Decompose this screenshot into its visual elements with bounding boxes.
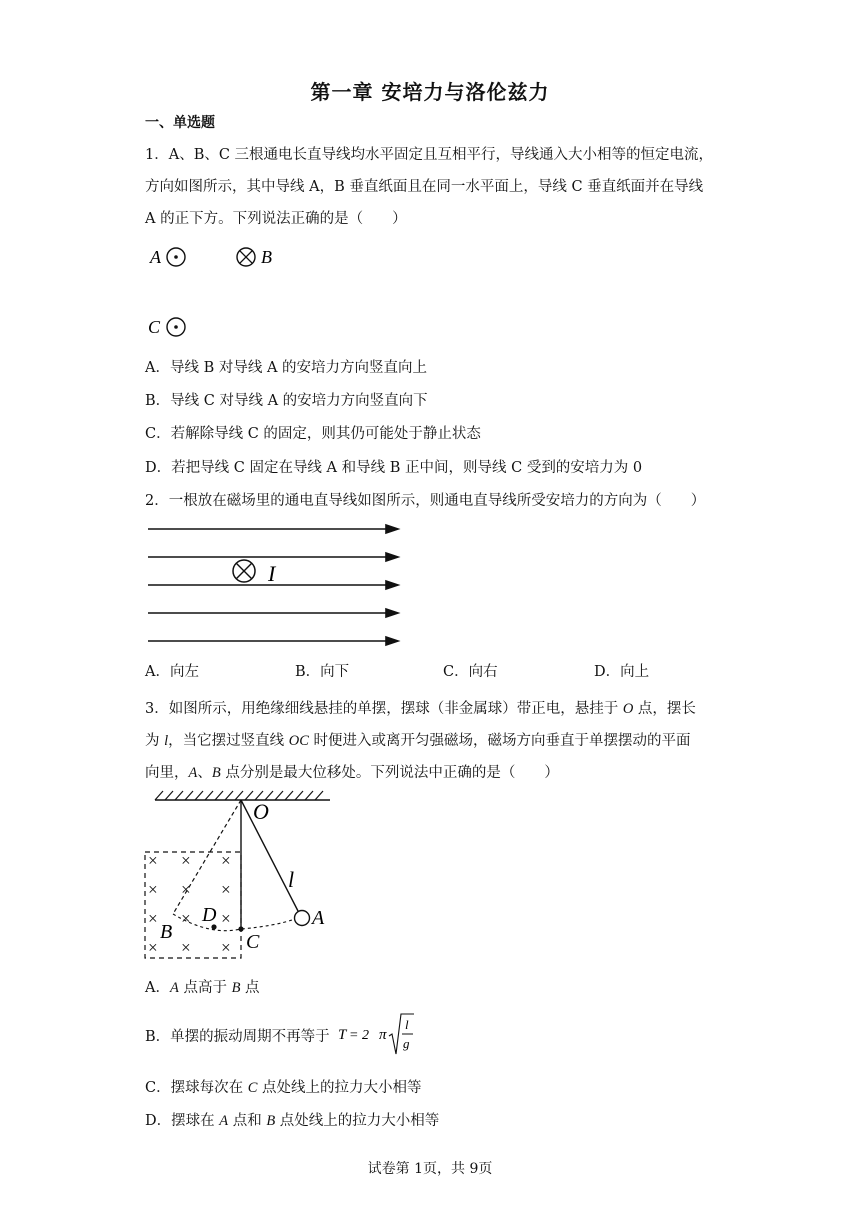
q3-option-a-point-b: B	[231, 980, 241, 996]
label-o: O	[253, 799, 269, 824]
formula-t: T	[338, 1027, 347, 1043]
q3-line-1-text-b: 点，摆长	[633, 701, 696, 717]
q3-line-3-text-a: 向里，	[145, 765, 189, 781]
q3-line-1	[145, 697, 696, 718]
q3-line-1-text-a: 3．如图所示，用绝缘细线悬挂的单摆，摆球（非金属球）带正电，悬挂于	[145, 701, 623, 717]
q3-line-2-length-l: l	[164, 733, 169, 749]
q1-option-c: C．若解除导线 C 的固定，则其仍可能处于静止状态	[145, 426, 481, 442]
label-l: l	[288, 867, 295, 892]
svg-text:×: ×	[180, 938, 192, 957]
formula-eq: = 2	[349, 1028, 369, 1043]
q1-line-1: 1．A、B、C 三根通电长直导线均水平固定且互相平行，导线通入大小相等的恒定电流，	[145, 147, 714, 163]
q3-option-d-point-a: A	[219, 1113, 229, 1129]
wire-a-dot-center	[174, 255, 178, 259]
q3-option-d-point-b: B	[266, 1113, 276, 1129]
q2-line-1: 2．一根放在磁场里的通电直导线如图所示，则通电直导线所受安培力的方向为（ ）	[145, 493, 706, 509]
svg-text:×: ×	[220, 851, 232, 870]
q3-line-2-text-a: 为	[145, 733, 165, 749]
q2-option-d: D．向上	[594, 664, 650, 680]
current-label: I	[268, 561, 276, 586]
q3-line-2-line-oc: OC	[288, 733, 309, 749]
pendulum-string	[241, 800, 298, 911]
q3-line-2-text-b: ，当它摆过竖直线	[168, 733, 289, 749]
q3-option-a-text-mid: 点高于	[178, 980, 232, 996]
page-footer: 试卷第 1页，共 9页	[367, 1161, 493, 1177]
q3-line-3-point-a: A	[188, 765, 198, 781]
q1-option-a: A．导线 B 对导线 A 的安培力方向竖直向上	[145, 360, 428, 376]
ceiling-hatch	[155, 791, 323, 800]
q2-figure	[140, 515, 410, 655]
q1-option-d: D．若把导线 C 固定在导线 A 和导线 B 正中间，则导线 C 受到的安培力为 0	[145, 460, 643, 476]
svg-text:×: ×	[147, 909, 159, 928]
q3-option-b-text: B．单摆的振动周期不再等于	[145, 1029, 330, 1045]
q3-option-a	[145, 976, 260, 997]
q3-line-3	[145, 761, 559, 782]
q1-figure	[140, 235, 300, 345]
q3-line-2-text-c: 时便进入或离开匀强磁场，磁场方向垂直于单摆摆动的平面	[308, 733, 691, 749]
q3-line-1-point-o: O	[622, 701, 634, 717]
page-title: 第一章 安培力与洛伦兹力	[310, 80, 550, 104]
label-d: D	[202, 904, 217, 926]
q1-option-b: B．导线 C 对导线 A 的安培力方向竖直向下	[145, 393, 428, 409]
q3-option-c-text-post: 点处线上的拉力大小相等	[257, 1080, 422, 1096]
q3-option-b	[145, 1025, 330, 1046]
formula-denominator-g: g	[403, 1036, 410, 1051]
q3-option-c-prefix: C．摆球每次在	[145, 1080, 248, 1096]
q3-option-c-point-c: C	[247, 1080, 258, 1096]
q2-option-a: A．向左	[145, 664, 199, 680]
q3-line-3-point-b: B	[211, 765, 221, 781]
svg-text:×: ×	[180, 880, 192, 899]
q3-option-a-point-a: A	[169, 980, 179, 996]
q3-line-2	[145, 729, 691, 750]
q1-line-3: A 的正下方。下列说法正确的是（ ）	[145, 211, 407, 227]
svg-text:×: ×	[147, 851, 159, 870]
q3-option-a-prefix: A．	[145, 980, 170, 996]
q1-line-2: 方向如图所示，其中导线 A，B 垂直纸面且在同一水平面上，导线 C 垂直纸面并在导线	[145, 179, 704, 195]
q3-pendulum-figure	[140, 786, 350, 966]
svg-text:×: ×	[147, 938, 159, 957]
svg-text:×: ×	[180, 851, 192, 870]
svg-text:×: ×	[147, 880, 159, 899]
svg-text:×: ×	[220, 880, 232, 899]
label-b: B	[160, 921, 173, 943]
q3-option-d-prefix: D．摆球在	[145, 1113, 220, 1129]
wire-c-dot-center	[174, 325, 178, 329]
q3-option-c	[145, 1076, 421, 1097]
point-c	[238, 926, 243, 931]
formula-numerator-l: l	[405, 1017, 409, 1032]
svg-text:×: ×	[220, 909, 232, 928]
period-formula	[336, 1010, 416, 1060]
q3-option-d-text-post: 点处线上的拉力大小相等	[275, 1113, 440, 1129]
pendulum-bob	[295, 911, 310, 926]
q2-option-c: C．向右	[443, 664, 498, 680]
q3-option-d	[145, 1109, 439, 1130]
svg-text:×: ×	[220, 938, 232, 957]
label-a: A	[312, 907, 325, 929]
wire-b-label: B	[261, 247, 272, 267]
section-heading: 一、单选题	[145, 115, 215, 131]
q3-option-a-text-post: 点	[240, 980, 260, 996]
wire-c-label: C	[148, 317, 161, 337]
q3-option-d-text-mid: 点和	[228, 1113, 267, 1129]
svg-text:×: ×	[180, 909, 192, 928]
formula-pi: π	[379, 1027, 387, 1043]
q3-line-3-text-b: 、	[197, 765, 212, 781]
wire-a-label: A	[150, 247, 161, 267]
q2-option-b: B．向下	[295, 664, 350, 680]
label-c: C	[246, 931, 260, 953]
q3-line-3-text-c: 点分别是最大位移处。下列说法中正确的是（ ）	[220, 765, 559, 781]
